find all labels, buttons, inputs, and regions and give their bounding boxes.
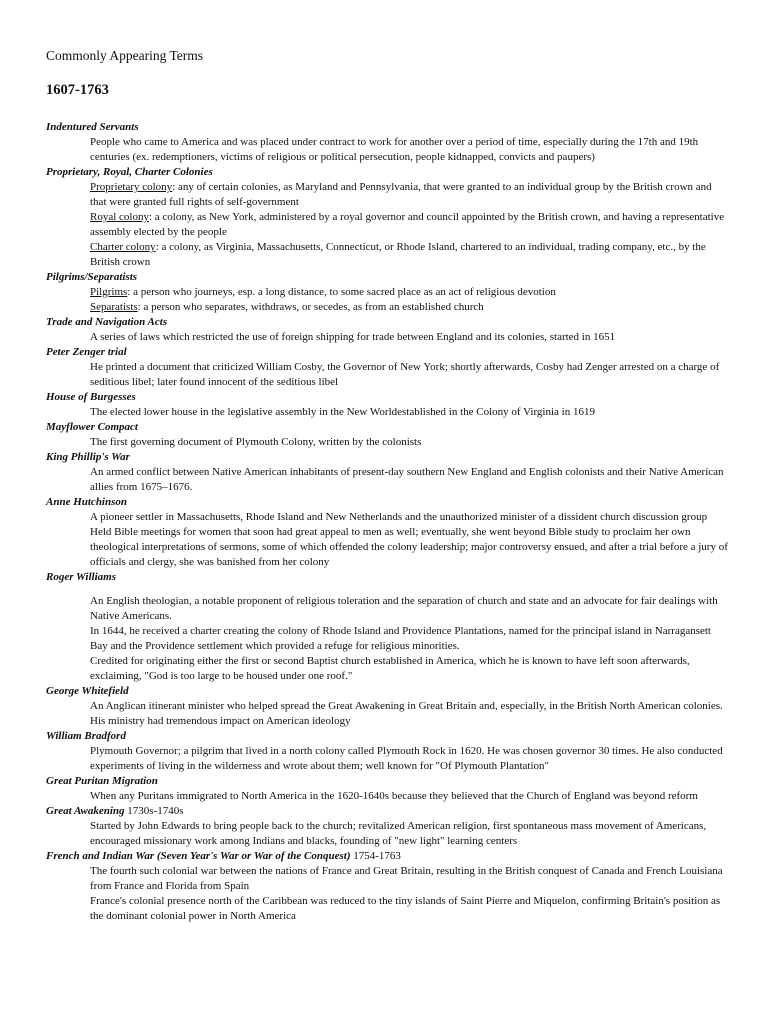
term-entry [46,165,728,270]
term-definition [90,405,728,420]
definition-text: Held Bible meetings for women that soon had great appeal to men as well; eventually, she went beyond Bible study to proclaim her own theological interpretations of sermons, some of which offended the colony leadership; major controversy ensued, and after a trial before a jury of officials and clergy, she was banished from her colony [90,526,728,568]
definition-text: The first governing document of Plymouth Colony, written by the colonists [90,436,422,448]
definition-text: An English theologian, a notable proponent of religious toleration and the separation of church and state and an advocate for fair dealings with Native Americans. [90,595,718,622]
definition-text: The elected lower house in the legislative assembly in the New Worldestablished in the Colony of Virginia in 1619 [90,406,595,418]
definition-text: People who came to America and was placed under contract to work for another over a period of time, especially during the 17th and 19th centuries (ex. redemptioners, victims of religious or political persecution, people kidnapped, convicts and paupers) [90,136,699,163]
definition-text: : a colony, as New York, administered by a royal governor and council appointed by the British crown, and having a representative assembly elected by the people [90,211,725,238]
term-heading [46,120,728,135]
term-definition [90,285,728,300]
term-entry [46,570,728,684]
term-heading [46,804,728,819]
term-definition [90,819,728,849]
term-entry [46,729,728,774]
term-definition [90,135,728,165]
term-heading [46,450,728,465]
subterm-label: Royal colony [90,211,149,223]
definition-text: : a colony, as Virginia, Massachusetts, Connecticut, or Rhode Island, chartered to an individual, trading company, etc., by the British crown [90,241,706,268]
subterm-label: Charter colony [90,241,156,253]
term-definition [90,654,728,684]
term-definition [90,594,728,624]
term-definition [90,330,728,345]
term-definition [90,240,728,270]
definition-text: : a person who separates, withdraws, or secedes, as from an established church [137,301,484,313]
term-entry [46,495,728,570]
subterm-label: Pilgrims [90,286,128,298]
term-definition [90,525,728,570]
term-date-range: 1754-1763 [350,850,401,862]
term-definition [90,864,728,894]
term-heading [46,729,728,744]
term-date-range: 1730s-1740s [124,805,184,817]
term-entry [46,390,728,420]
definition-text: A pioneer settler in Massachusetts, Rhode Island and New Netherlands and the unauthorized minister of a dissident church discussion group [90,511,708,523]
subterm-label: Separatists [90,301,138,313]
term-heading [46,165,728,180]
definition-text: He printed a document that criticized William Cosby, the Governor of New York; shortly afterwards, Cosby had Zenger arrested on a charge of seditious libel; later found innocent of the seditious libel [90,361,720,388]
term-heading [46,684,728,699]
term-heading [46,495,728,510]
term-name: King Phillip's War [46,451,130,463]
term-name: French and Indian War (Seven Year's War or War of the Conquest) [46,850,351,862]
term-heading [46,390,728,405]
term-entry [46,684,728,729]
term-heading [46,774,728,789]
term-entry [46,345,728,390]
definition-text: France's colonial presence north of the Caribbean was reduced to the tiny islands of Saint Pierre and Miquelon, confirming Britain's position as the dominant colonial power in North America [90,895,721,922]
term-name: Trade and Navigation Acts [46,316,168,328]
term-heading [46,420,728,435]
term-name: Pilgrims/Separatists [46,271,138,283]
term-entry [46,774,728,804]
term-name: Great Puritan Migration [46,775,158,787]
term-entry [46,849,728,924]
term-name: Indentured Servants [46,121,139,133]
term-definition [90,300,728,315]
term-entry [46,450,728,495]
term-definition [90,210,728,240]
term-definition [90,465,728,495]
definition-text: : any of certain colonies, as Maryland and Pennsylvania, that were granted to an individual group by the British crown and that were granted full rights of self-government [90,181,712,208]
definition-text: When any Puritans immigrated to North America in the 1620-1640s because they believed that the Church of England was beyond reform [90,790,698,802]
term-definition [90,699,728,729]
term-name: William Bradford [46,730,126,742]
definition-text: Plymouth Governor; a pilgrim that lived in a north colony called Plymouth Rock in 1620. He was chosen governor 30 times. He also conducted experiments of living in the wilderness and wrote about them; well known for "Of Plymouth Plantation" [90,745,723,772]
document-title: Commonly Appearing Terms [46,48,204,63]
term-heading [46,849,728,864]
definition-text: : a person who journeys, esp. a long distance, to some sacred place as an act of religious devotion [127,286,556,298]
term-definition [90,789,728,804]
term-name: Great Awakening [46,805,125,817]
term-entry [46,120,728,165]
term-definition [90,744,728,774]
term-heading [46,345,728,360]
term-definition [90,360,728,390]
definition-text: An Anglican itinerant minister who helped spread the Great Awakening in Great Britain and, especially, in the British North American colonies. His ministry had tremendous impact on American ideology [90,700,723,727]
term-definition [90,624,728,654]
term-name: Anne Hutchinson [46,496,128,508]
definition-text: Started by John Edwards to bring people back to the church; revitalized American religion, first spontaneous mass movement of Americans, encouraged missionary work among Indians and blacks, founding of "new light" learning centers [90,820,707,847]
definition-text: An armed conflict between Native American inhabitants of present-day southern New England and English colonists and their Native American allies from 1675–1676. [90,466,724,493]
term-entry [46,804,728,849]
term-heading [46,570,728,585]
term-definition [90,435,728,450]
term-name: Peter Zenger trial [46,346,127,358]
term-definition [90,894,728,924]
term-definition [90,510,728,525]
definition-text: The fourth such colonial war between the nations of France and Great Britain, resulting in the British conquest of Canada and French Louisiana from France and Florida from Spain [90,865,723,892]
terms-list [46,120,728,924]
term-entry [46,420,728,450]
term-heading [46,270,728,285]
term-definition [90,180,728,210]
definition-text: Credited for originating either the first or second Baptist church established in America, which he is known to have left soon afterwards, exclaiming, "God is too large to be housed under one roof." [90,655,690,682]
definition-text: A series of laws which restricted the use of foreign shipping for trade between England and its colonies, started in 1651 [90,331,616,343]
term-name: Proprietary, Royal, Charter Colonies [46,166,213,178]
definition-text: In 1644, he received a charter creating the colony of Rhode Island and Providence Plantations, named for the principal island in Narragansett Bay and the Providence settlement which provided a refuge for religious minorities. [90,625,711,652]
term-name: Roger Williams [46,571,116,583]
subterm-label: Proprietary colony [90,181,173,193]
term-entry [46,315,728,345]
section-heading: 1607-1763 [46,82,109,98]
term-heading [46,315,728,330]
term-entry [46,270,728,315]
term-name: Mayflower Compact [46,421,138,433]
term-name: George Whitefield [46,685,129,697]
term-name: House of Burgesses [46,391,136,403]
